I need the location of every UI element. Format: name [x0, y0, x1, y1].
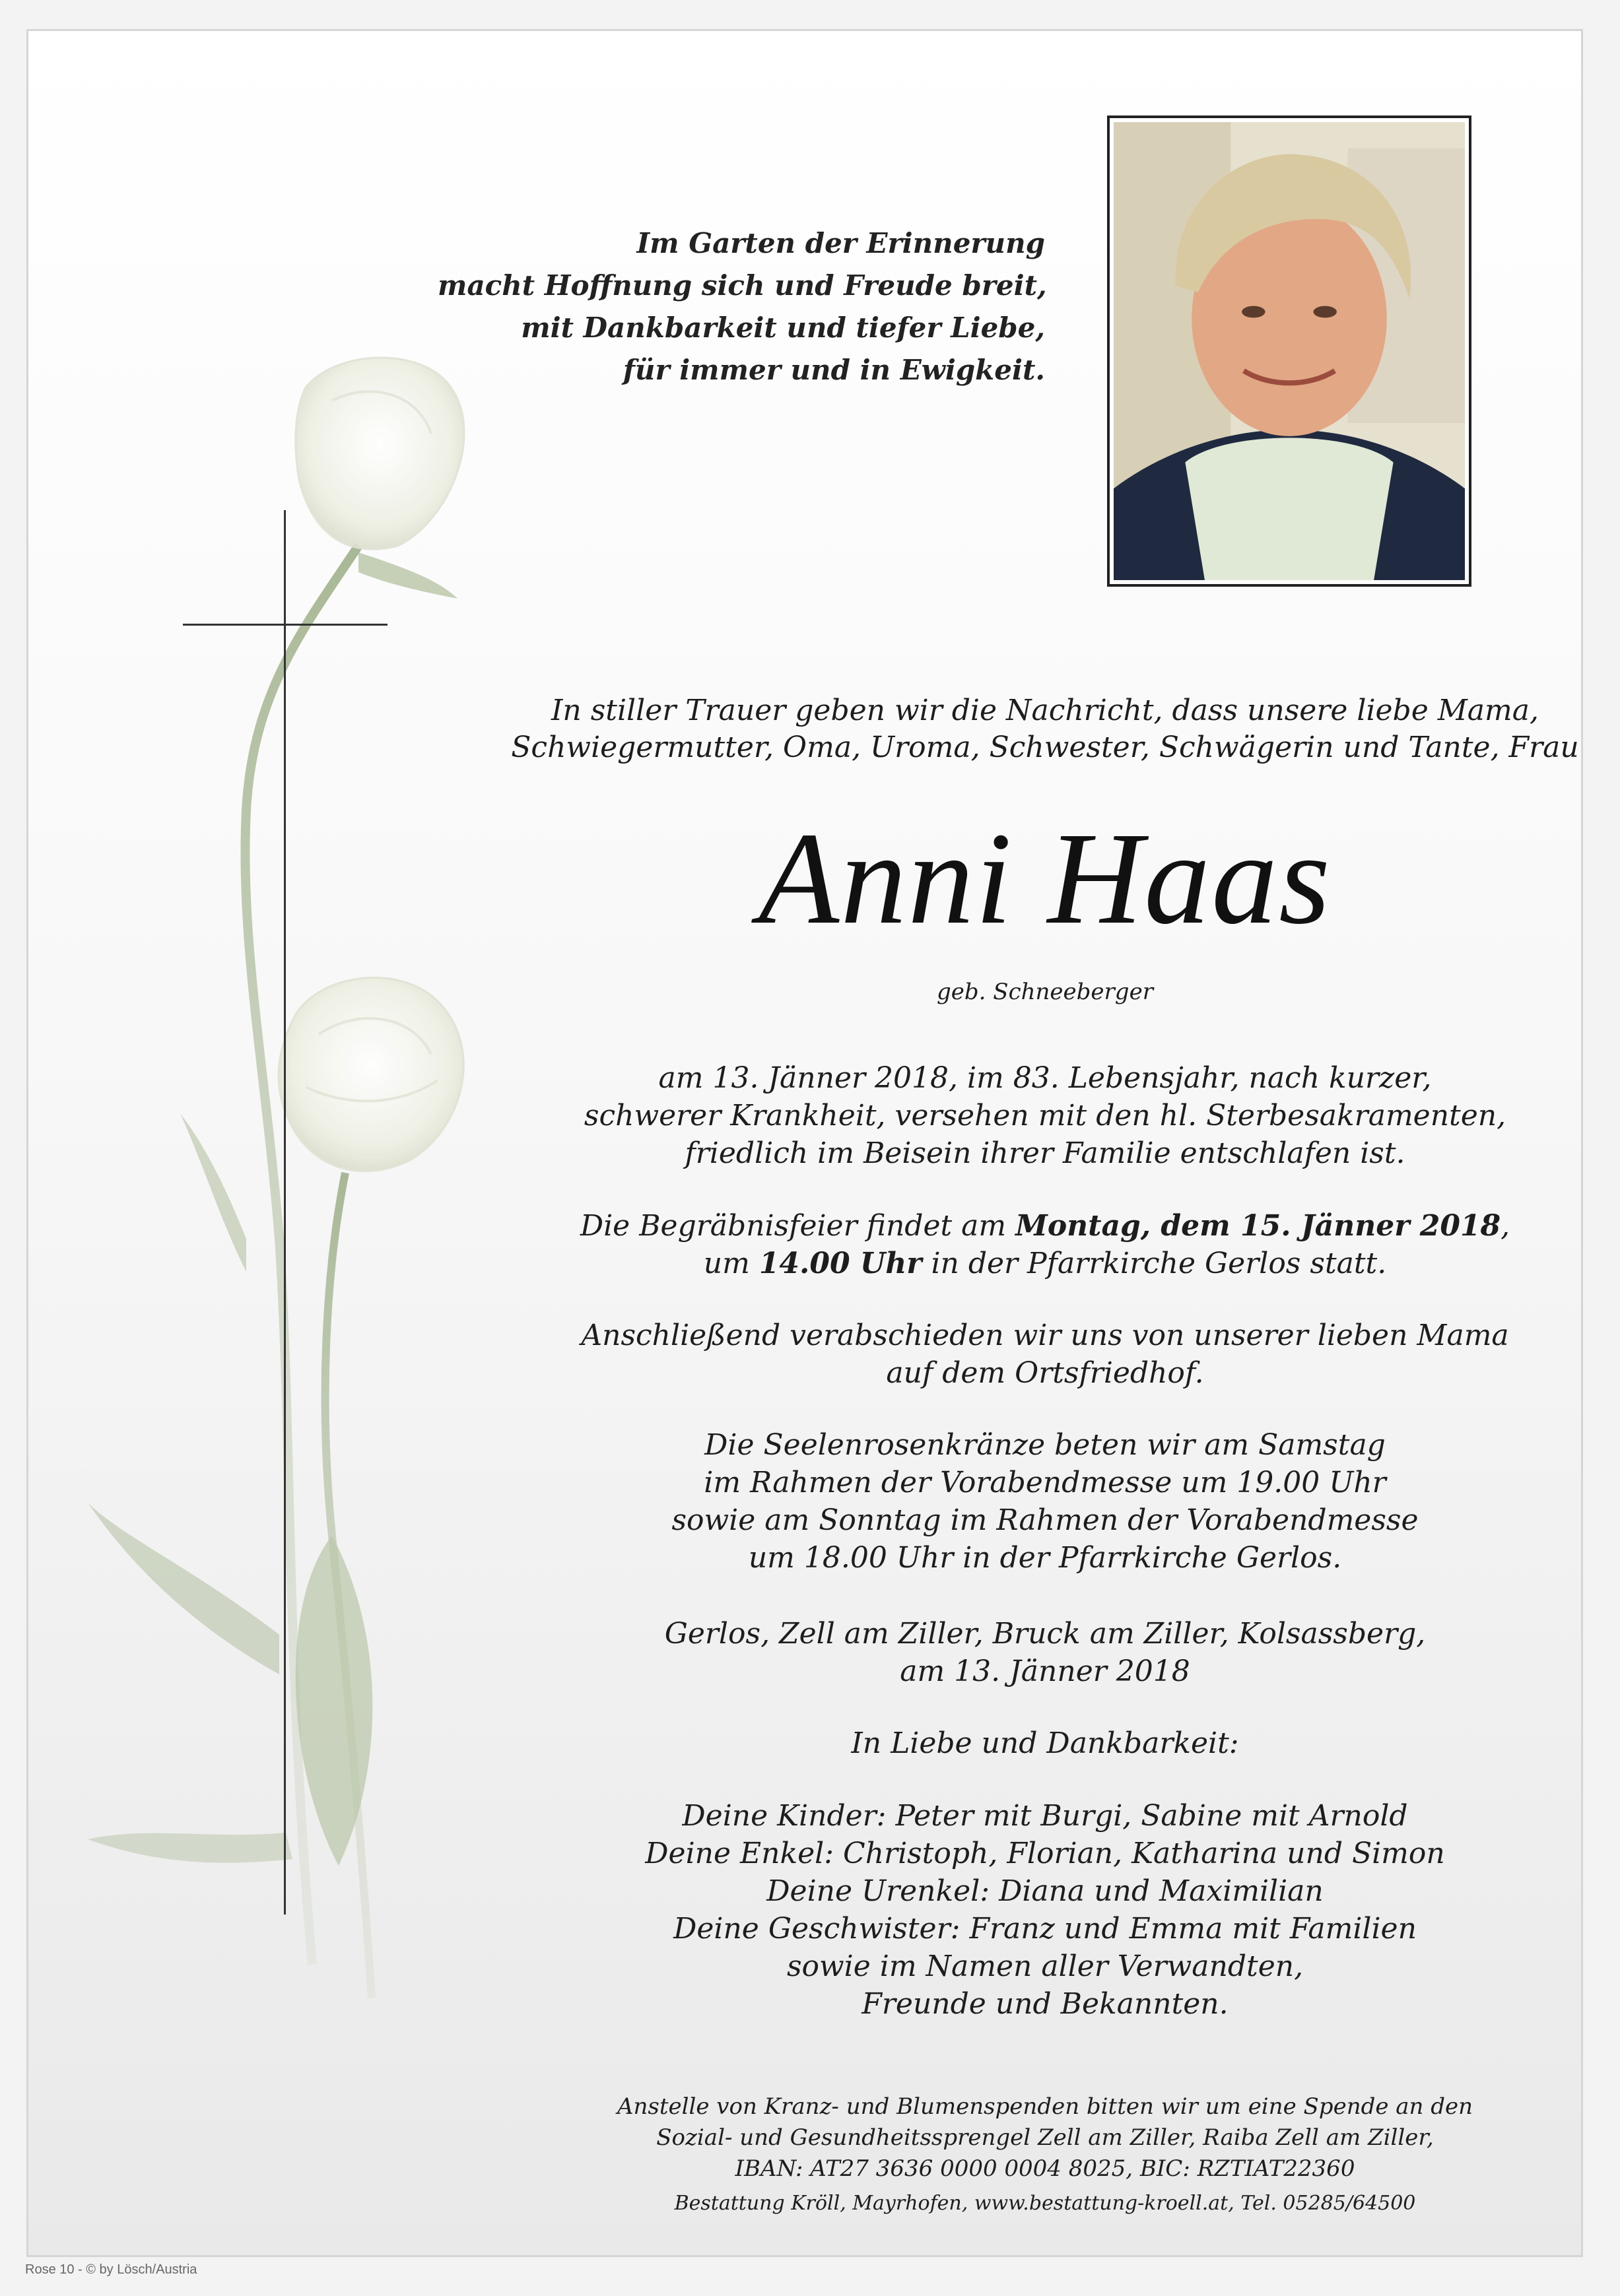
donation-line: Anstelle von Kranz- und Blumenspenden bitten wir um eine Spende an den: [617, 2093, 1473, 2120]
poem-line: mit Dankbarkeit und tiefer Liebe,: [521, 312, 1045, 344]
deceased-name: Anni Haas: [759, 806, 1332, 952]
funeral-date: Montag, dem 15. Jänner 2018: [1015, 1209, 1501, 1243]
portrait-frame: [1107, 115, 1471, 587]
funeral-post: ,: [1501, 1209, 1510, 1243]
rosary-line: sowie am Sonntag im Rahmen der Vorabendmesse: [671, 1503, 1419, 1537]
funeral-info: [504, 1207, 1583, 1282]
funeral-time: 14.00 Uhr: [759, 1247, 922, 1280]
family-line: Deine Urenkel: Diana und Maximilian: [766, 1874, 1324, 1908]
rosary-line: im Rahmen der Vorabendmesse um 19.00 Uhr: [704, 1466, 1386, 1499]
place-date: [504, 1615, 1583, 1690]
farewell-text: [504, 1317, 1583, 1392]
death-notice-line: schwerer Krankheit, versehen mit den hl. Sterbesakramenten,: [584, 1099, 1506, 1132]
family-line: Deine Geschwister: Franz und Emma mit Familien: [673, 1912, 1417, 1946]
rose-illustration: [28, 348, 490, 2130]
image-credit: Rose 10 - © by Lösch/Austria: [25, 2262, 197, 2277]
poem: [438, 222, 1045, 391]
death-notice-line: am 13. Jänner 2018, im 83. Lebensjahr, nach kurzer,: [658, 1061, 1432, 1095]
family-line: Deine Kinder: Peter mit Burgi, Sabine mit Arnold: [682, 1799, 1408, 1833]
donation-note: [504, 2091, 1583, 2184]
family-list: [504, 1797, 1583, 2023]
poem-line: für immer und in Ewigkeit.: [623, 354, 1045, 386]
place-line: Gerlos, Zell am Ziller, Bruck am Ziller, Kolsassberg,: [664, 1617, 1426, 1651]
funeral-line2-post: in der Pfarrkirche Gerlos statt.: [922, 1247, 1387, 1280]
cross-vertical-line: [284, 510, 286, 1915]
intro-text: [504, 692, 1583, 766]
death-notice: [504, 1059, 1583, 1172]
birth-name: geb. Schneeberger: [937, 979, 1153, 1005]
intro-line: Schwiegermutter, Oma, Uroma, Schwester, Schwägerin und Tante, Frau: [511, 731, 1579, 764]
donation-line: IBAN: AT27 3636 0000 0004 8025, BIC: RZTIAT22360: [735, 2155, 1355, 2182]
farewell-line: Anschließend verabschieden wir uns von unserer lieben Mama: [581, 1319, 1509, 1352]
undertaker-info: Bestattung Kröll, Mayrhofen, www.bestattung-kroell.at, Tel. 05285/64500: [674, 2192, 1416, 2215]
date-line: am 13. Jänner 2018: [900, 1655, 1190, 1688]
family-line: sowie im Namen aller Verwandten,: [786, 1950, 1304, 1983]
gratitude-heading: In Liebe und Dankbarkeit:: [851, 1726, 1239, 1760]
portrait-photo-icon: [1114, 122, 1465, 580]
family-line: Freunde und Bekannten.: [861, 1987, 1229, 2021]
family-line: Deine Enkel: Christoph, Florian, Katharina und Simon: [645, 1837, 1445, 1870]
rosary-line: Die Seelenrosenkränze beten wir am Samstag: [704, 1428, 1386, 1462]
obituary-sheet: [26, 29, 1583, 2257]
donation-line: Sozial- und Gesundheitssprengel Zell am Ziller, Raiba Zell am Ziller,: [656, 2124, 1434, 2151]
poem-line: Im Garten der Erinnerung: [636, 227, 1045, 259]
death-notice-line: friedlich im Beisein ihrer Familie entschlafen ist.: [685, 1136, 1405, 1170]
farewell-line: auf dem Ortsfriedhof.: [886, 1356, 1204, 1390]
funeral-line-1: [504, 1207, 1583, 1245]
intro-line: In stiller Trauer geben wir die Nachricht, dass unsere liebe Mama,: [551, 694, 1539, 727]
funeral-line-2: [504, 1245, 1583, 1282]
funeral-pre: Die Begräbnisfeier findet am: [580, 1209, 1016, 1243]
funeral-line2-pre: um: [703, 1247, 759, 1280]
rosary-line: um 18.00 Uhr in der Pfarrkirche Gerlos.: [748, 1541, 1342, 1575]
cross-horizontal-line: [183, 624, 388, 626]
poem-line: macht Hoffnung sich und Freude breit,: [438, 269, 1047, 302]
rosary-text: [504, 1426, 1583, 1577]
